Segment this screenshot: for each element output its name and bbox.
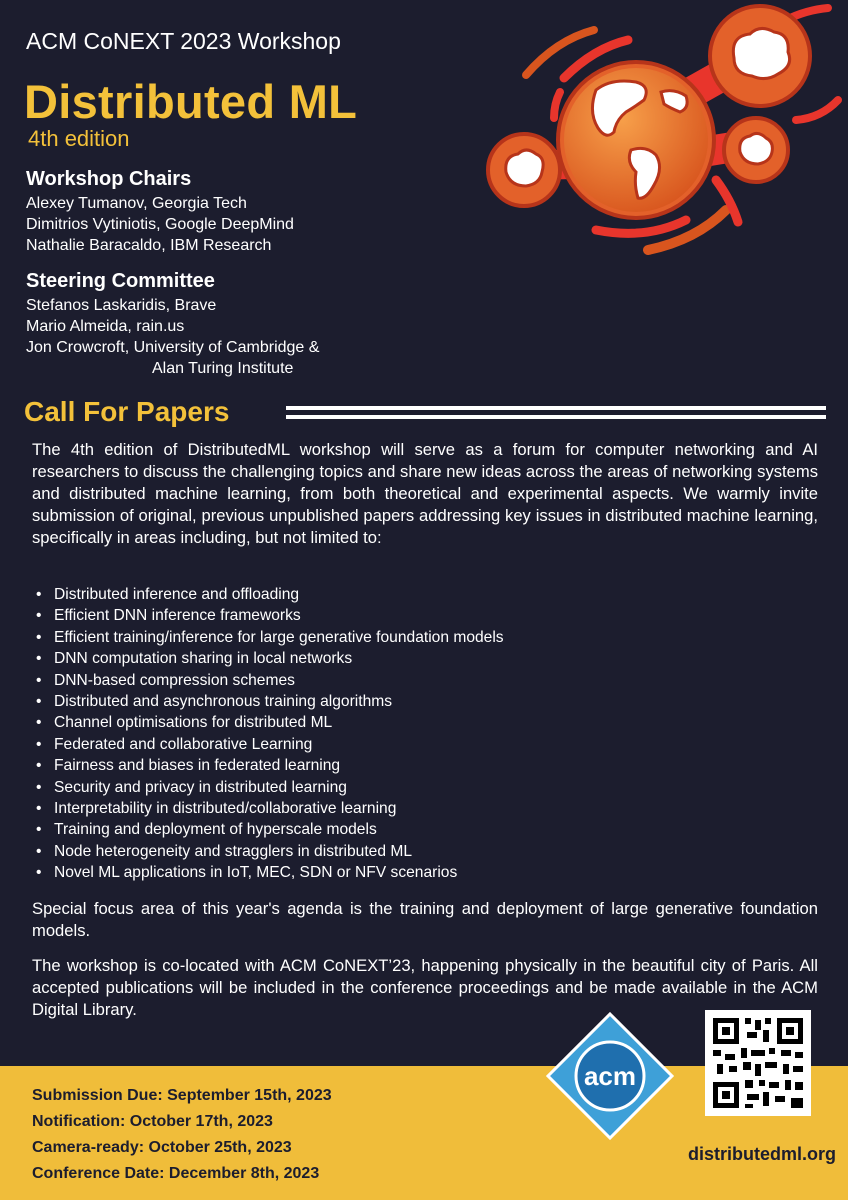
steering-committee-heading: Steering Committee — [26, 270, 215, 292]
divider — [286, 415, 826, 419]
cfp-intro-paragraph: The 4th edition of DistributedML workshop will serve as a forum for computer networking and AI researchers to discuss the challenging topics and share new ideas across the areas of networking systems and distributed machine learning, from both theoretical and experimental aspects. We warmly invite submission of original, previous unpublished papers addressing key issues in distributed machine learning, specifically in areas including, but not limited to: — [32, 440, 818, 547]
globe-brain-illustration — [476, 0, 848, 255]
list-item: • Interpretability in distributed/collaborative learning — [36, 798, 504, 819]
list-item: • DNN computation sharing in local networks — [36, 648, 504, 669]
acm-logo — [546, 1012, 674, 1140]
list-item: • Efficient DNN inference frameworks — [36, 605, 504, 626]
edition-label: 4th edition — [28, 126, 130, 151]
website-link[interactable]: distributedml.org — [688, 1144, 836, 1164]
special-focus-paragraph: Special focus area of this year's agenda is the training and deployment of large generative foundation models. — [32, 899, 818, 940]
committee-member: Jon Crowcroft, University of Cambridge & — [26, 339, 320, 356]
list-item: • Training and deployment of hyperscale models — [36, 819, 504, 840]
workshop-chairs-section — [26, 168, 294, 256]
chair-name: Alexey Tumanov, Georgia Tech — [26, 195, 247, 212]
list-item: • Distributed inference and offloading — [36, 584, 504, 605]
list-item: • Distributed and asynchronous training algorithms — [36, 691, 504, 712]
list-item: • Federated and collaborative Learning — [36, 734, 504, 755]
topics-list — [36, 584, 504, 884]
important-dates — [32, 1083, 332, 1187]
chair-name: Nathalie Baracaldo, IBM Research — [26, 237, 272, 254]
acm-logo-text: acm — [583, 1061, 637, 1091]
list-item: • Security and privacy in distributed learning — [36, 777, 504, 798]
divider — [286, 406, 826, 410]
committee-member-continued: Alan Turing Institute — [152, 360, 294, 377]
list-item: • Node heterogeneity and stragglers in distributed ML — [36, 841, 504, 862]
committee-member: Stefanos Laskaridis, Brave — [26, 297, 217, 314]
list-item: • Channel optimisations for distributed ML — [36, 712, 504, 733]
chair-name: Dimitrios Vytiniotis, Google DeepMind — [26, 216, 294, 233]
workshop-header: ACM CoNEXT 2023 Workshop — [26, 28, 341, 54]
colocation-paragraph: The workshop is co-located with ACM CoNEXT’23, happening physically in the beautiful city of Paris. All accepted publications will be included in the conference proceedings and be made available in the ACM Digital Library. — [32, 956, 818, 1019]
submission-date: Submission Due: September 15th, 2023 — [32, 1087, 332, 1104]
list-item: • Efficient training/inference for large generative foundation models — [36, 627, 504, 648]
list-item: • Novel ML applications in IoT, MEC, SDN or NFV scenarios — [36, 862, 504, 883]
call-for-papers-heading: Call For Papers — [24, 396, 230, 427]
page-title: Distributed ML — [24, 75, 358, 128]
steering-committee-section — [26, 270, 319, 379]
conference-date: Conference Date: December 8th, 2023 — [32, 1165, 320, 1182]
camera-ready-date: Camera-ready: October 25th, 2023 — [32, 1139, 292, 1156]
committee-member: Mario Almeida, rain.us — [26, 318, 185, 335]
workshop-chairs-heading: Workshop Chairs — [26, 168, 192, 190]
notification-date: Notification: October 17th, 2023 — [32, 1113, 273, 1130]
qr-code[interactable] — [705, 1010, 811, 1116]
list-item: • Fairness and biases in federated learning — [36, 755, 504, 776]
list-item: • DNN-based compression schemes — [36, 670, 504, 691]
